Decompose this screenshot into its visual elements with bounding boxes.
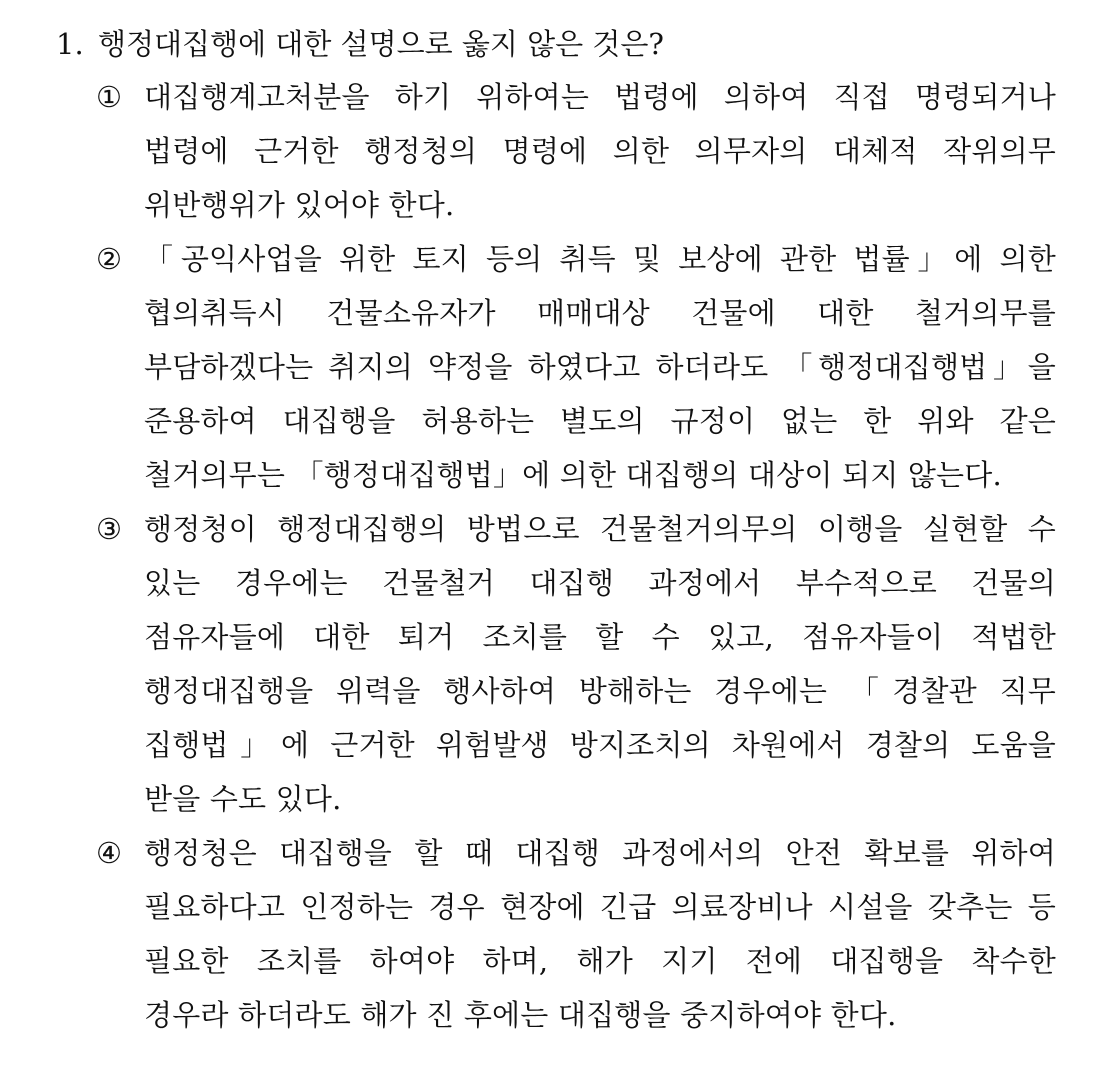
option-line: 있는 경우에는 건물철거 대집행 과정에서 부수적으로 건물의 — [144, 566, 1056, 600]
option-line: 받을 수도 있다. — [144, 782, 342, 816]
option-marker-3: ③ — [96, 512, 122, 546]
answer-option-2[interactable] — [56, 232, 1056, 502]
option-marker-1: ① — [96, 80, 122, 114]
option-line: 부담하겠다는 취지의 약정을 하였다고 하더라도 「행정대집행법」을 — [144, 350, 1056, 384]
option-line: 필요하다고 인정하는 경우 현장에 긴급 의료장비나 시설을 갖추는 등 — [144, 890, 1056, 924]
answer-option-4[interactable] — [56, 826, 1056, 1042]
option-line: 「공익사업을 위한 토지 등의 취득 및 보상에 관한 법률」에 의한 — [144, 242, 1056, 276]
option-line: 철거의무는 「행정대집행법」에 의한 대집행의 대상이 되지 않는다. — [144, 458, 1002, 492]
option-line: 대집행계고처분을 하기 위하여는 법령에 의하여 직접 명령되거나 — [144, 80, 1056, 114]
option-line: 집행법」에 근거한 위험발생 방지조치의 차원에서 경찰의 도움을 — [144, 728, 1056, 762]
answer-options — [56, 70, 1056, 1042]
option-text-3 — [144, 502, 1056, 826]
question-block — [56, 18, 1056, 1042]
option-line: 경우라 하더라도 해가 진 후에는 대집행을 중지하여야 한다. — [144, 998, 897, 1032]
option-line: 준용하여 대집행을 허용하는 별도의 규정이 없는 한 위와 같은 — [144, 404, 1056, 438]
option-line: 행정청은 대집행을 할 때 대집행 과정에서의 안전 확보를 위하여 — [144, 836, 1056, 870]
option-text-4 — [144, 826, 1056, 1042]
option-line: 필요한 조치를 하여야 하며, 해가 지기 전에 대집행을 착수한 — [144, 944, 1056, 978]
option-line: 협의취득시 건물소유자가 매매대상 건물에 대한 철거의무를 — [144, 296, 1056, 330]
option-line: 법령에 근거한 행정청의 명령에 의한 의무자의 대체적 작위의무 — [144, 134, 1056, 168]
answer-option-3[interactable] — [56, 502, 1056, 826]
question-number: 1. — [56, 27, 84, 61]
option-marker-4: ④ — [96, 836, 122, 870]
question-stem — [56, 18, 1056, 70]
question-text: 행정대집행에 대한 설명으로 옳지 않은 것은? — [98, 27, 664, 61]
option-line: 행정청이 행정대집행의 방법으로 건물철거의무의 이행을 실현할 수 — [144, 512, 1056, 546]
option-line: 위반행위가 있어야 한다. — [144, 188, 455, 222]
option-marker-2: ② — [96, 242, 122, 276]
answer-option-1[interactable] — [56, 70, 1056, 232]
option-line: 점유자들에 대한 퇴거 조치를 할 수 있고, 점유자들이 적법한 — [144, 620, 1056, 654]
option-text-2 — [144, 232, 1056, 502]
option-line: 행정대집행을 위력을 행사하여 방해하는 경우에는 「경찰관 직무 — [144, 674, 1056, 708]
option-text-1 — [144, 70, 1056, 232]
